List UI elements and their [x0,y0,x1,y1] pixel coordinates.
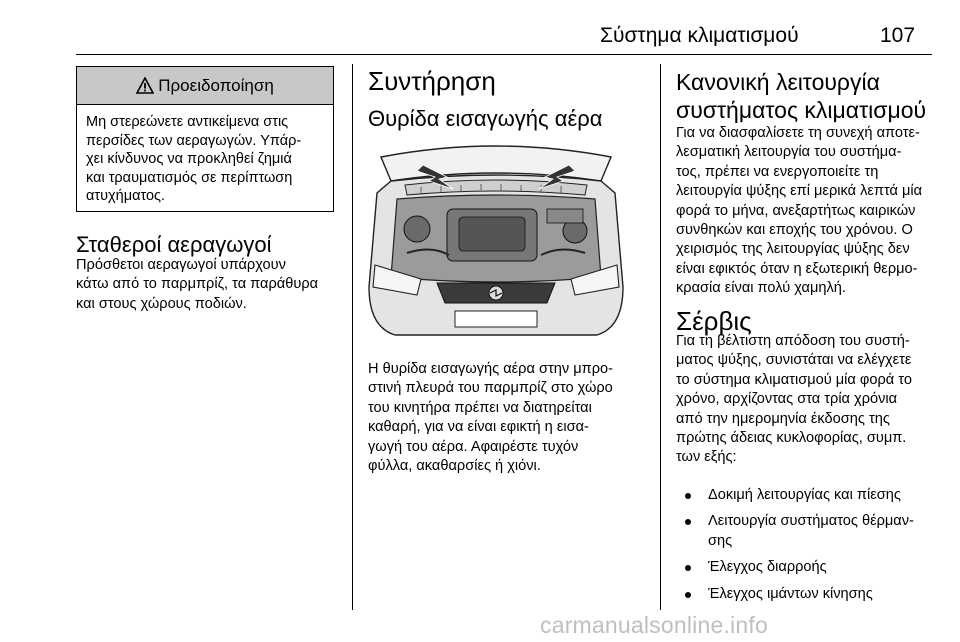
service-heading: Σέρβις [676,306,752,336]
warning-line: περσίδες των αεραγωγών. Υπάρ- [86,132,302,149]
list-item [680,585,940,604]
text-line: κάτω από το παρμπρίζ, τα παράθυρα [76,276,319,293]
list-item-text: Δοκιμή λειτουργίας και πίεσης [708,487,901,503]
text-line: πρώτης άδειας κυκλοφορίας, συμπ. [676,430,907,447]
text-line: Πρόσθετοι αεραγωγοί υπάρχουν [76,257,286,273]
warning-line: Μη στερεώνετε αντικείμενα στις [86,114,289,130]
text-line: λειτουργία ψύξης επί μερικά λεπτά μία [676,183,923,200]
bullet-dot-icon [685,565,691,571]
text-line: συνθηκών και εποχής του χρόνου. Ο [676,222,913,239]
text-line: φύλλα, ακαθαρσίες ή χιόνι. [368,458,541,475]
text-line: στινή πλευρά του παρμπρίζ στο χώρο [368,380,613,397]
page-number: 107 [880,24,916,47]
list-item [680,558,940,577]
fixed-vents-heading: Σταθεροί αεραγωγοί [76,232,272,257]
car-engine-illustration [361,137,631,345]
text-line: Για να διασφαλίσετε τη συνεχή αποτε- [676,125,920,141]
warning-header [77,67,333,105]
warning-triangle-icon [136,77,154,94]
list-item [680,512,940,551]
text-line: και στους χώρους ποδιών. [76,295,247,312]
heading-line: συστήματος κλιματισμού [676,97,927,123]
list-item-text: σης [708,532,733,549]
air-intake-subheading: Θυρίδα εισαγωγής αέρα [368,106,603,131]
text-line: είναι εφικτός όταν η εξωτερική θερμο- [676,260,918,277]
list-item-text: Έλεγχος διαρροής [708,559,827,576]
text-line: Η θυρίδα εισαγωγής αέρα στην μπρο- [368,361,613,377]
warning-text [77,105,333,206]
license-plate [455,311,537,327]
warning-title: Προειδοποίηση [158,75,274,95]
text-line: του κινητήρα πρέπει να διατηρείται [368,399,592,416]
warning-line: και τραυματισμός σε περίπτωση [86,169,293,186]
air-intake-text [368,360,658,476]
text-line: ματος ψύξης, συνιστάται να ελέγχετε [676,352,912,369]
text-line: χειρισμός της λειτουργίας ψύξης δεν [676,241,910,258]
regular-operation-text [676,124,956,299]
column-divider-left [352,64,353,610]
bullet-dot-icon [685,519,691,525]
list-item-text: Λειτουργία συστήματος θέρμαν- [708,513,914,530]
fixed-vents-text [76,256,351,314]
service-checklist [680,486,940,611]
running-header-title: Σύστημα κλιματισμού [600,24,799,47]
heading-line: Κανονική λειτουργία [676,69,880,95]
bullet-dot-icon [685,592,691,598]
text-line: το σύστημα κλιματισμού μία φορά το [676,371,912,388]
header-divider [76,54,932,55]
text-line: Για τη βέλτιστη απόδοση του συστή- [676,333,910,349]
regular-operation-heading [676,68,926,124]
text-line: των εξής: [676,449,737,466]
bullet-dot-icon [685,493,691,499]
text-line: γωγή του αέρα. Αφαιρέστε τυχόν [368,438,579,455]
warning-line: ατυχήματος. [86,188,166,205]
watermark: carmanualsonline.info [540,612,768,638]
text-line: φορά το μήνα, ανεξαρτήτως καιρικών [676,202,916,219]
text-line: χρόνο, αρχίζοντας στα τρία χρόνια [676,391,898,408]
warning-box [76,66,334,212]
column-divider-right [660,64,661,610]
warning-line: χει κίνδυνος να προκληθεί ζημιά [86,151,292,168]
text-line: από την ημερομηνία έκδοσης της [676,410,890,427]
service-text [676,332,956,468]
list-item [680,486,940,505]
text-line: λεσματική λειτουργία του συστήμα- [676,144,902,161]
text-line: καθαρή, για να είναι εφικτή η εισα- [368,419,589,436]
list-item-text: Έλεγχος ιμάντων κίνησης [708,585,873,602]
text-line: τος, πρέπει να ενεργοποιείτε τη [676,163,879,180]
text-line: κρασία είναι πολύ χαμηλή. [676,280,846,297]
maintenance-heading: Συντήρηση [368,66,496,96]
